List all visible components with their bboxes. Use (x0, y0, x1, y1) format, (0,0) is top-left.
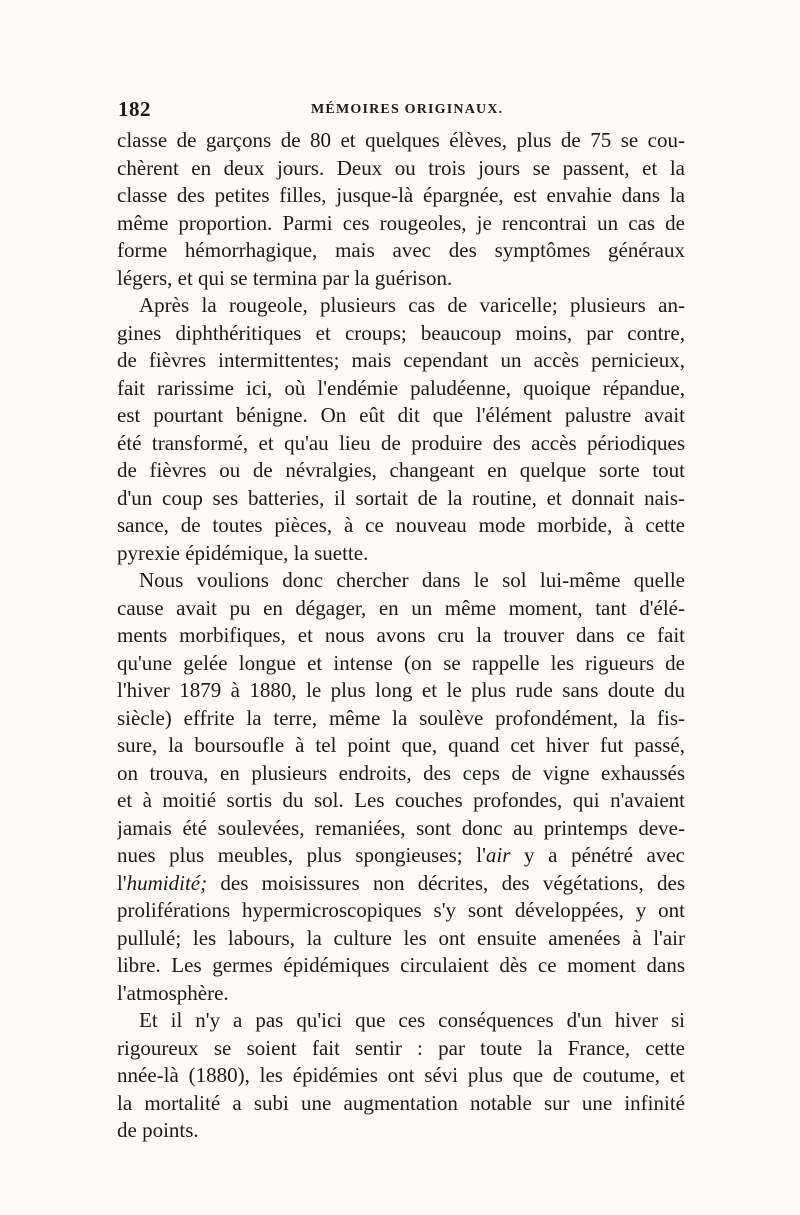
text-line: de points. (117, 1118, 199, 1142)
italic-segment: humidité; (126, 870, 208, 895)
text-line: sance, de toutes pièces, à ce nouveau mode morbide, à cette (117, 513, 685, 537)
text-line: chèrent en deux jours. Deux ou trois jours se passent, et la (117, 155, 685, 180)
text-line-mixed (117, 842, 685, 870)
text-line: légers, et qui se termina par la guérison. (117, 265, 453, 290)
text-line: jamais été soulevées, remaniées, sont donc au printemps deve- (117, 815, 685, 840)
text-line: proliférations hypermicroscopiques s'y sont développées, y ont (117, 898, 685, 922)
text-line: d'un coup ses batteries, il sortait de la routine, et donnait nais- (117, 485, 685, 510)
text-line: nnée-là (1880), les épidémies ont sévi plus que de coutume, et (117, 1063, 685, 1087)
page-number: 182 (118, 97, 151, 121)
text-line: la mortalité a subi une augmentation notable sur une infinité (117, 1090, 685, 1115)
italic-segment: air (485, 843, 511, 867)
text-segment: l' (476, 843, 486, 867)
text-line: pyrexie épidémique, la suette. (117, 540, 369, 565)
text-segment: des moisissures non décrites, des végétations, des (207, 870, 685, 895)
text-line: classe de garçons de 80 et quelques élèves, plus de 75 se cou- (117, 128, 685, 152)
text-line: l'hiver 1879 à 1880, le plus long et le plus rude sans doute du (117, 678, 685, 702)
text-segment: l' (117, 870, 127, 895)
text-line: Et il n'y a pas qu'ici que ces conséquences d'un hiver si (139, 1008, 685, 1032)
text-line: Après la rougeole, plusieurs cas de varicelle; plusieurs an- (139, 293, 685, 317)
text-line-mixed (117, 870, 685, 898)
text-line: libre. Les germes épidémiques circulaient dès ce moment dans (117, 953, 685, 977)
text-line: gines diphthéritiques et croups; beaucoup moins, par contre, (117, 320, 685, 345)
text-line: de fièvres ou de névralgies, changeant en quelque sorte tout (117, 458, 685, 482)
text-line: qu'une gelée longue et intense (on se rappelle les rigueurs de (117, 650, 685, 675)
text-line: on trouva, en plusieurs endroits, des ceps de vigne exhaussés (117, 760, 685, 785)
text-line: classe des petites filles, jusque-là épargnée, est envahie dans la (117, 183, 685, 207)
text-line: Nous voulions donc chercher dans le sol lui-même quelle (139, 568, 685, 592)
text-line: cause avait pu en dégager, en un même moment, tant d'élé- (117, 595, 685, 620)
text-line: même proportion. Parmi ces rougeoles, je rencontrai un cas de (117, 210, 685, 235)
text-line: fait rarissime ici, où l'endémie paludéenne, quoique répandue, (117, 375, 685, 400)
body-text (117, 127, 685, 1145)
text-line: de fièvres intermittentes; mais cependant un accès pernicieux, (117, 348, 685, 372)
text-line: est pourtant bénigne. On eût dit que l'élément palustre avait (117, 403, 685, 427)
text-line: été transformé, et qu'au lieu de produire des accès périodiques (117, 430, 685, 455)
text-segment: y a pénétré avec (510, 843, 685, 867)
running-title: MÉMOIRES ORIGINAUX. (311, 102, 504, 117)
text-line: rigoureux se soient fait sentir : par toute la France, cette (117, 1035, 685, 1060)
text-line: ments morbifiques, et nous avons cru la trouver dans ce fait (117, 623, 685, 647)
text-line: et à moitié sortis du sol. Les couches profondes, qui n'avaient (117, 788, 685, 812)
text-line: pullulé; les labours, la culture les ont ensuite amenées à l'air (117, 925, 685, 950)
text-line: l'atmosphère. (117, 980, 229, 1005)
text-segment: nues plus meubles, plus spongieuses; (117, 843, 463, 867)
page-header (118, 97, 698, 123)
text-line: sure, la boursoufle à tel point que, quand cet hiver fut passé, (117, 733, 685, 757)
text-line: forme hémorrhagique, mais avec des symptômes généraux (117, 238, 685, 262)
text-line: siècle) effrite la terre, même la soulève profondément, la fis- (117, 705, 685, 730)
